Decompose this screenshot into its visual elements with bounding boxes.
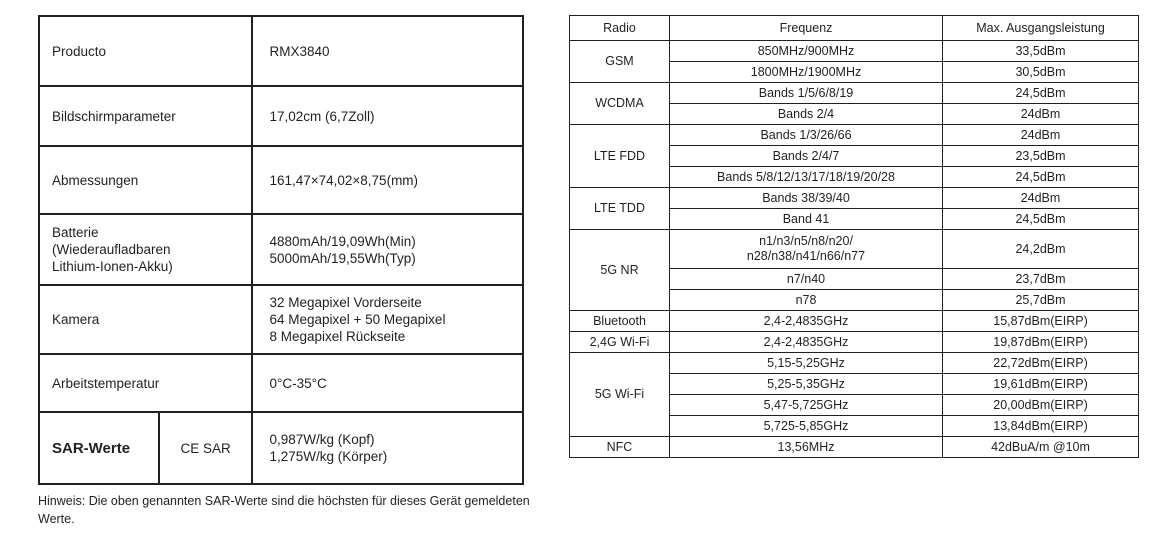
frequency: Band 41 xyxy=(670,209,943,230)
radio-type: NFC xyxy=(570,437,670,458)
sar-values xyxy=(252,412,523,484)
text-line: 17,02cm (6,7Zoll) xyxy=(269,108,375,124)
spec-row xyxy=(39,86,523,146)
header-frequency: Frequenz xyxy=(670,16,943,41)
spec-value xyxy=(252,285,523,354)
max-output: 42dBuA/m @10m xyxy=(943,437,1139,458)
text-line: 5000mAh/19,55Wh(Typ) xyxy=(269,250,416,266)
max-output: 19,61dBm(EIRP) xyxy=(943,374,1139,395)
max-output: 30,5dBm xyxy=(943,62,1139,83)
spec-value xyxy=(252,354,523,412)
max-output: 24,5dBm xyxy=(943,167,1139,188)
text-line: 64 Megapixel + 50 Megapixel xyxy=(269,312,446,327)
frequency: Bands 2/4/7 xyxy=(670,146,943,167)
radio-type: 2,4G Wi-Fi xyxy=(570,332,670,353)
max-output: 33,5dBm xyxy=(943,41,1139,62)
frequency: n7/n40 xyxy=(670,269,943,290)
spec-row xyxy=(39,146,523,214)
text-line: RMX3840 xyxy=(269,43,330,59)
text-line: n1/n3/n5/n8/n20/ xyxy=(759,234,853,248)
frequency: n78 xyxy=(670,290,943,311)
max-output: 15,87dBm(EIRP) xyxy=(943,311,1139,332)
radio-table-header xyxy=(570,16,1139,41)
frequency: 5,47-5,725GHz xyxy=(670,395,943,416)
max-output: 25,7dBm xyxy=(943,290,1139,311)
spec-value xyxy=(252,214,523,285)
frequency: Bands 38/39/40 xyxy=(670,188,943,209)
sar-label: SAR-Werte xyxy=(39,412,159,484)
frequency: 5,25-5,35GHz xyxy=(670,374,943,395)
radio-type: 5G NR xyxy=(570,230,670,311)
text-line: 161,47×74,02×8,75(mm) xyxy=(269,172,419,188)
sar-type: CE SAR xyxy=(159,412,253,484)
frequency: 1800MHz/1900MHz xyxy=(670,62,943,83)
max-output: 24,5dBm xyxy=(943,209,1139,230)
radio-type: GSM xyxy=(570,41,670,83)
frequency: Bands 1/3/26/66 xyxy=(670,125,943,146)
max-output: 24dBm xyxy=(943,125,1139,146)
frequency: 2,4-2,4835GHz xyxy=(670,311,943,332)
spec-label xyxy=(39,214,252,285)
text-line: Lithium-Ionen-Akku) xyxy=(52,259,173,274)
radio-row xyxy=(570,230,1139,269)
radio-row xyxy=(570,332,1139,353)
radio-row xyxy=(570,437,1139,458)
sar-row xyxy=(39,412,523,484)
radio-type: 5G Wi-Fi xyxy=(570,353,670,437)
spec-label: Kamera xyxy=(39,285,252,354)
text-line: 0,987W/kg (Kopf) xyxy=(269,432,375,447)
radio-type: LTE TDD xyxy=(570,188,670,230)
header-radio: Radio xyxy=(570,16,670,41)
spec-table xyxy=(38,15,524,485)
max-output: 20,00dBm(EIRP) xyxy=(943,395,1139,416)
text-line: Batterie xyxy=(52,225,99,240)
spec-label: Bildschirmparameter xyxy=(39,86,252,146)
frequency xyxy=(670,230,943,269)
spec-value xyxy=(252,16,523,86)
max-output: 24,2dBm xyxy=(943,230,1139,269)
spec-row xyxy=(39,285,523,354)
spec-value xyxy=(252,86,523,146)
radio-type: Bluetooth xyxy=(570,311,670,332)
frequency: Bands 1/5/6/8/19 xyxy=(670,83,943,104)
spec-row xyxy=(39,354,523,412)
spec-label: Producto xyxy=(39,16,252,86)
frequency: 13,56MHz xyxy=(670,437,943,458)
spec-row xyxy=(39,16,523,86)
spec-label: Abmessungen xyxy=(39,146,252,214)
header-max-output: Max. Ausgangsleistung xyxy=(943,16,1139,41)
radio-row xyxy=(570,125,1139,146)
text-line: 8 Megapixel Rückseite xyxy=(269,329,406,344)
radio-type: LTE FDD xyxy=(570,125,670,188)
max-output: 13,84dBm(EIRP) xyxy=(943,416,1139,437)
radio-table xyxy=(569,15,1139,458)
sar-note: Hinweis: Die oben genannten SAR-Werte sind die höchsten für dieses Gerät gemeldeten Werte. xyxy=(38,494,530,526)
frequency: 850MHz/900MHz xyxy=(670,41,943,62)
text-line: 0°C-35°C xyxy=(269,375,327,391)
radio-row xyxy=(570,41,1139,62)
max-output: 24,5dBm xyxy=(943,83,1139,104)
spec-row xyxy=(39,214,523,285)
text-line: n28/n38/n41/n66/n77 xyxy=(746,249,866,263)
max-output: 23,5dBm xyxy=(943,146,1139,167)
frequency: 5,725-5,85GHz xyxy=(670,416,943,437)
frequency: Bands 5/8/12/13/17/18/19/20/28 xyxy=(670,167,943,188)
text-line: 4880mAh/19,09Wh(Min) xyxy=(269,233,416,249)
radio-type: WCDMA xyxy=(570,83,670,125)
max-output: 24dBm xyxy=(943,104,1139,125)
text-line: 32 Megapixel Vorderseite xyxy=(269,295,422,310)
frequency: Bands 2/4 xyxy=(670,104,943,125)
spec-label: Arbeitstemperatur xyxy=(39,354,252,412)
radio-row xyxy=(570,311,1139,332)
max-output: 19,87dBm(EIRP) xyxy=(943,332,1139,353)
text-line: 1,275W/kg (Körper) xyxy=(269,449,388,464)
frequency: 5,15-5,25GHz xyxy=(670,353,943,374)
max-output: 22,72dBm(EIRP) xyxy=(943,353,1139,374)
frequency: 2,4-2,4835GHz xyxy=(670,332,943,353)
text-line: (Wiederaufladbaren xyxy=(52,242,171,257)
radio-row xyxy=(570,83,1139,104)
spec-value xyxy=(252,146,523,214)
radio-row xyxy=(570,188,1139,209)
max-output: 23,7dBm xyxy=(943,269,1139,290)
radio-row xyxy=(570,353,1139,374)
max-output: 24dBm xyxy=(943,188,1139,209)
